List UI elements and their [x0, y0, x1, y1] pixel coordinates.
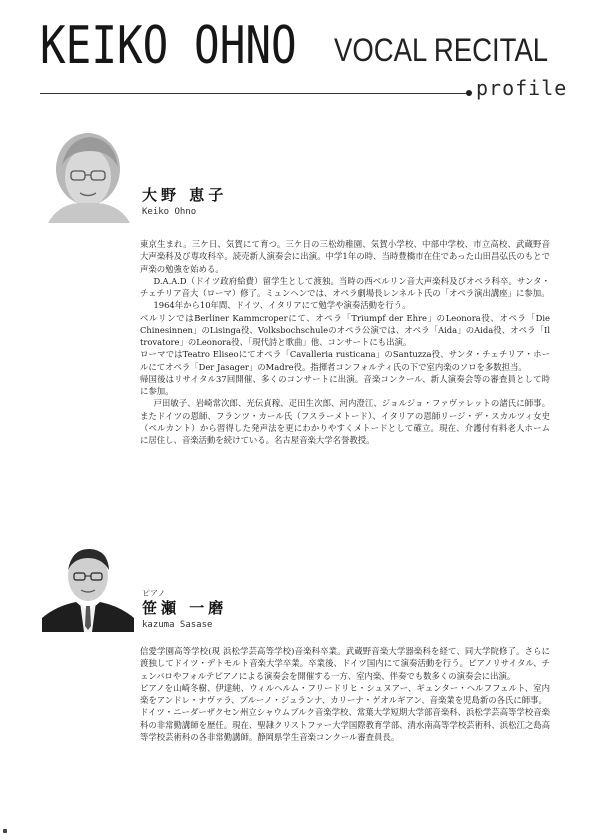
scan-mark — [3, 829, 7, 833]
pianist-role: ピアノ — [142, 589, 166, 598]
singer-photo — [38, 125, 138, 223]
singer-bio-paragraph: 帰国後はリサイタル37回開催、多くのコンサートに出演。音楽コンクール、新人演奏会等の審査員として時に参加。 — [140, 373, 550, 396]
singer-bio — [140, 238, 550, 446]
pianist-bio-paragraph: 信愛学園高等学校(現 浜松学芸高等学校)音楽科卒業。武蔵野音楽大学器楽科を経て、同大学院修了。さらに渡独してドイツ・デトモルト音楽大学卒業。卒業後、ドイツ国内にて演奏活動を行う。ピアノリサイタル、チェンバロやフォルテピアノによる演奏会を開催する一方、室内楽、伴奏でも数多くの演奏会に出演。 — [140, 646, 550, 681]
pianist-bio-paragraph: ピアノを山崎冬樹、伊達純、ウィルヘルム・フリードリヒ・シュヌアー、ギュンター・ヘルフフェルト、室内楽をアンドレ・ナヴァラ、ブルーノ・ジュランナ、カリーナ・ゲオルギアン、音楽業を児島新の各氏に師事。 — [140, 682, 550, 705]
singer-name-ja: 大野 恵子 — [142, 186, 228, 204]
singer-bio-paragraph: ベルリンではBerliner Kammcroperにて、オペラ「Triumpf der Ehre」のLeonora役、オペラ「Die Chinesinnen」のLisinga役、Volksbochschuleのオペラ公演では、オペラ「Aida」のAida役、オペラ「Il trovatore」のLeonora役、「現代詩と歌曲」他、コンサートにも出演。 — [140, 312, 550, 347]
singer-bio-paragraph: D.A.A.D（ドイツ政府給費）留学生として渡独。当時の西ベルリン音大声楽科及びオペラ科卒。サンタ・チェチリア音大（ローマ）修了。ミュンヘンでは、オペラ劇場長レンネルト氏の「オペラ演出講座」に参加。 — [140, 275, 550, 298]
singer-name-en: Keiko Ohno — [142, 207, 197, 217]
pianist-bio-paragraph: ドイツ・ニーダーザクセン州立シャウムブルク音楽学校、常葉大学短期大学部音楽科、浜松学芸高等学校音楽科の非常勤講師を歴任。現在、聖隷クリストファー大学国際教育学部、清水南高等学校芸術科、浜松江之島高等学校芸術科の各非常勤講師。静岡県学生音楽コンクール審査員長。 — [140, 707, 550, 742]
singer-bio-paragraph: ローマではTeatro Eliseoにてオペラ「Cavalleria rusticana」のSantuzza役、サンタ・チェチリア・ホールにてオペラ「Der Jasager」のMadre役。指揮者コンフォルティ氏の下で室内楽のソロを多数担当。 — [140, 349, 550, 372]
singer-bio-paragraph: 戸田敏子、岩崎常次郎、光伝貞稼、疋田生次郎、河内澄江、ジョルジョ・ファヴァレットの諸氏に師事。またドイツの恩師、フランツ・カール氏（フスラーメトード）、イタリアの恩師リージ・デ・スカルツィ女史（ベルカント）から習得した発声法を更にわかりやすくメトードとして確立。現在、介護付有料老人ホームに居住し、音楽活動を続けている。名古屋音楽大学名誉教授。 — [140, 398, 550, 445]
recital-subtitle: VOCAL RECITAL — [334, 32, 549, 68]
header-dot — [466, 90, 472, 96]
singer-bio-paragraph: 東京生まれ。三ケ日、気賀にて育つ。三ケ日の三松幼稚園、気賀小学校、中部中学校、市立高校、武蔵野音大声楽科及び専攻科卒。読売新人演奏会に出演。中学1年の時、当時豊橋市在住であった山田昌弘氏のもとで声楽の勉強を始める。 — [140, 239, 550, 274]
pianist-name-ja: 笹瀬 一磨 — [142, 599, 228, 617]
pianist-bio — [140, 645, 550, 743]
recital-title: KEIKO OHNO — [40, 16, 297, 76]
section-label-profile: profile — [476, 76, 568, 100]
pianist-name-en: kazuma Sasase — [142, 620, 213, 630]
singer-bio-paragraph: 1964年から10年間、ドイツ、イタリアにて勉学や演奏活動を行う。 — [153, 300, 411, 311]
pianist-name-block — [142, 589, 227, 631]
header-divider — [40, 93, 468, 94]
singer-name-block — [142, 186, 227, 218]
pianist-photo — [42, 540, 134, 632]
